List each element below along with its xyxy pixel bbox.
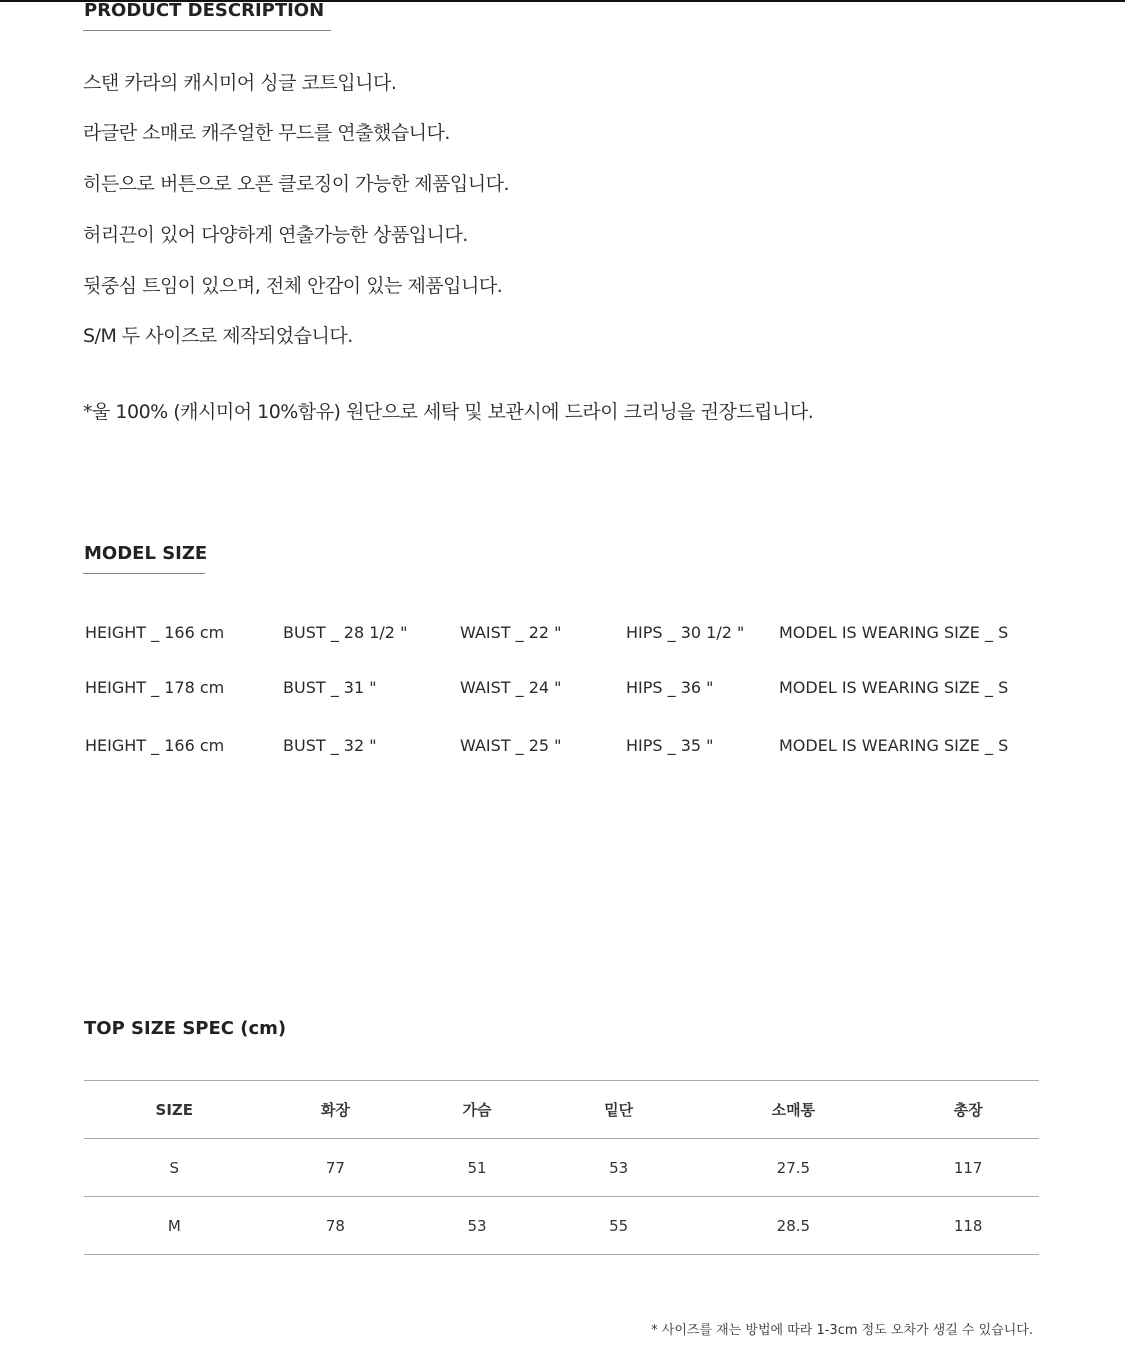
model-wearing-size: MODEL IS WEARING SIZE _ S (779, 736, 1009, 755)
heading-underline (83, 573, 205, 574)
table-header-row (84, 1081, 1039, 1139)
care-note: *울 100% (캐시미어 10%함유) 원단으로 세탁 및 보관시에 드라이 크리닝을 권장드립니다. (83, 401, 814, 423)
measurement-note: * 사이즈를 재는 방법에 따라 1-3cm 정도 오차가 생길 수 있습니다. (651, 1323, 1033, 1338)
table-row (84, 1139, 1039, 1197)
model-waist: WAIST _ 25 " (460, 736, 562, 755)
heading-underline (83, 30, 331, 31)
table-cell: 53 (548, 1139, 690, 1197)
model-height: HEIGHT _ 166 cm (85, 623, 225, 642)
column-header: SIZE (84, 1081, 265, 1139)
column-header: 소매통 (689, 1081, 897, 1139)
model-waist: WAIST _ 24 " (460, 678, 562, 697)
column-header: 화장 (265, 1081, 407, 1139)
column-header: 밑단 (548, 1081, 690, 1139)
table-cell: 117 (897, 1139, 1039, 1197)
size-spec-heading: TOP SIZE SPEC (cm) (84, 1018, 287, 1039)
description-line: 뒷중심 트임이 있으며, 전체 안감이 있는 제품입니다. (83, 275, 503, 297)
table-cell: 53 (406, 1197, 548, 1255)
model-hips: HIPS _ 30 1/2 " (626, 623, 745, 642)
model-bust: BUST _ 31 " (283, 678, 377, 697)
model-hips: HIPS _ 35 " (626, 736, 714, 755)
model-bust: BUST _ 32 " (283, 736, 377, 755)
size-spec-table (84, 1080, 1039, 1255)
table-cell: 51 (406, 1139, 548, 1197)
model-height: HEIGHT _ 166 cm (85, 736, 225, 755)
table-cell: M (84, 1197, 265, 1255)
table-cell: 55 (548, 1197, 690, 1255)
model-bust: BUST _ 28 1/2 " (283, 623, 408, 642)
model-hips: HIPS _ 36 " (626, 678, 714, 697)
table-cell: 77 (265, 1139, 407, 1197)
description-line: 라글란 소매로 캐주얼한 무드를 연출했습니다. (83, 122, 450, 144)
table-cell: 118 (897, 1197, 1039, 1255)
table-cell: 28.5 (689, 1197, 897, 1255)
table-cell: 27.5 (689, 1139, 897, 1197)
model-size-heading: MODEL SIZE (84, 543, 208, 564)
model-height: HEIGHT _ 178 cm (85, 678, 225, 697)
column-header: 가슴 (406, 1081, 548, 1139)
table-cell: 78 (265, 1197, 407, 1255)
model-wearing-size: MODEL IS WEARING SIZE _ S (779, 678, 1009, 697)
description-line: 스탠 카라의 캐시미어 싱글 코트입니다. (83, 72, 397, 94)
model-waist: WAIST _ 22 " (460, 623, 562, 642)
description-line: S/M 두 사이즈로 제작되었습니다. (83, 325, 353, 347)
column-header: 총장 (897, 1081, 1039, 1139)
product-description-heading: PRODUCT DESCRIPTION (84, 0, 325, 21)
description-line: 허리끈이 있어 다양하게 연출가능한 상품입니다. (83, 224, 468, 246)
table-cell: S (84, 1139, 265, 1197)
table-row (84, 1197, 1039, 1255)
description-line: 히든으로 버튼으로 오픈 클로징이 가능한 제품입니다. (83, 173, 510, 195)
model-wearing-size: MODEL IS WEARING SIZE _ S (779, 623, 1009, 642)
